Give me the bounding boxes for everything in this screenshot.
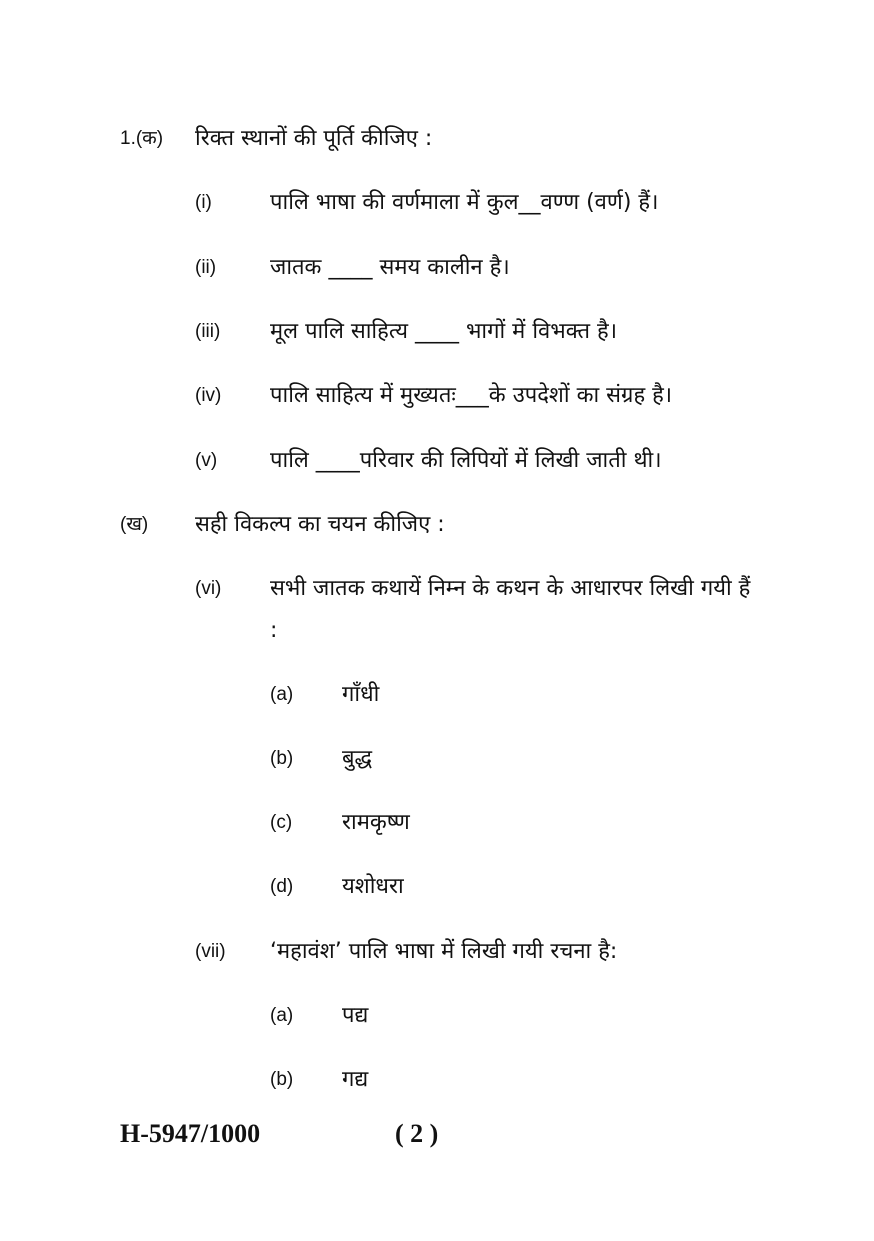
option-label: (a) bbox=[270, 684, 294, 705]
blank-label: (iii) bbox=[195, 321, 221, 342]
option-label: (b) bbox=[270, 1069, 294, 1090]
option-text: गद्य bbox=[342, 1067, 369, 1092]
paper-code: H-5947/1000 bbox=[120, 1119, 261, 1148]
option-text: यशोधरा bbox=[342, 874, 404, 899]
blank-text: जातक ____ समय कालीन है। bbox=[270, 255, 510, 280]
section-b-label: (ख) bbox=[120, 514, 149, 535]
question-prompt: रिक्त स्थानों की पूर्ति कीजिए : bbox=[195, 126, 433, 151]
page-number: ( 2 ) bbox=[395, 1119, 439, 1148]
option-label: (b) bbox=[270, 748, 294, 769]
mcq-text: ‘महावंश’ पालि भाषा में लिखी गयी रचना है: bbox=[270, 939, 618, 964]
option-text: गाँधी bbox=[342, 682, 380, 707]
blank-text: पालि ____परिवार की लिपियों में लिखी जाती थी। bbox=[270, 448, 662, 473]
blank-text: पालि भाषा की वर्णमाला में कुल__वण्ण (वर्ण) हैं। bbox=[270, 190, 659, 215]
blank-label: (v) bbox=[195, 450, 218, 471]
option-text: पद्य bbox=[342, 1003, 369, 1028]
blank-label: (ii) bbox=[195, 257, 217, 278]
option-label: (c) bbox=[270, 812, 293, 833]
blank-label: (i) bbox=[195, 192, 212, 213]
option-text: बुद्ध bbox=[342, 746, 373, 771]
blank-text: पालि साहित्य में मुख्यतः___के उपदेशों का संग्रह है। bbox=[270, 383, 673, 408]
blank-text: मूल पालि साहित्य ____ भागों में विभक्त है। bbox=[270, 319, 618, 344]
option-label: (a) bbox=[270, 1005, 294, 1026]
mcq-label: (vii) bbox=[195, 941, 226, 962]
question-number: 1.(क) bbox=[120, 128, 164, 149]
blank-label: (iv) bbox=[195, 385, 222, 406]
mcq-label: (vi) bbox=[195, 578, 222, 599]
mcq-text: सभी जातक कथायें निम्न के कथन के आधारपर लिखी गयी हैं : bbox=[270, 576, 751, 643]
option-label: (d) bbox=[270, 876, 294, 897]
option-text: रामकृष्ण bbox=[342, 810, 410, 835]
section-b-prompt: सही विकल्प का चयन कीजिए : bbox=[195, 512, 445, 537]
